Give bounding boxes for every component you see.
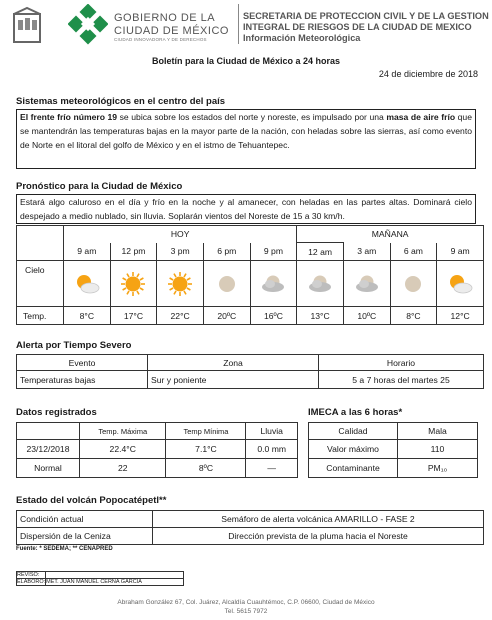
moon-icon	[204, 271, 250, 297]
forecast-title: Pronóstico para la Ciudad de México	[16, 181, 183, 192]
corner-cell	[17, 226, 64, 261]
imeca-quality-value: Mala	[398, 423, 478, 440]
sky-cell	[157, 261, 204, 307]
volcano-ash-value: Dirección prevista de la pluma hacia el Noreste	[153, 528, 484, 545]
secretaria-line-3: Información Meteorológica	[243, 33, 361, 43]
sun-cloud-icon	[437, 271, 483, 297]
sky-cell	[64, 261, 111, 307]
alert-schedule: 5 a 7 horas del martes 25	[319, 371, 484, 389]
systems-title: Sistemas meteorológicos en el centro del país	[16, 96, 226, 107]
sky-cell	[343, 261, 390, 307]
records-date: 23/12/2018	[17, 440, 80, 459]
temp-cell: 22°C	[157, 307, 204, 325]
records-normal-max: 22	[80, 459, 166, 478]
systems-bold-2: masa de aire frío	[386, 112, 456, 122]
bulletin-title: Boletín para la Ciudad de México a 24 horas	[151, 56, 341, 66]
alert-header-schedule: Horario	[319, 355, 484, 371]
signoff-table	[16, 571, 184, 586]
records-title: Datos registrados	[16, 407, 97, 418]
coat-of-arms-icon	[10, 6, 44, 46]
records-section	[16, 407, 306, 478]
moon-icon	[391, 271, 437, 297]
records-header-min: Temp Mínima	[166, 423, 246, 440]
imeca-pollutant-value: PM₁₀	[398, 459, 478, 478]
hour-cell: 9 am	[437, 243, 484, 261]
hour-cell: 6 am	[390, 243, 437, 261]
alert-section	[16, 340, 476, 389]
volcano-source: Fuente: * SEDEMA; ** CENAPRED	[16, 546, 113, 552]
records-header-empty	[17, 423, 80, 440]
sky-cell	[110, 261, 157, 307]
row-label-temp: Temp.	[17, 307, 64, 325]
sun-icon	[157, 271, 203, 297]
volcano-ash-label: Dispersión de la Ceniza	[17, 528, 153, 545]
footer	[0, 598, 492, 616]
bulletin-date: 24 de diciembre de 2018	[378, 69, 478, 79]
alert-header-event: Evento	[17, 355, 148, 371]
temp-cell: 13°C	[297, 307, 344, 325]
volcano-section	[16, 495, 476, 552]
systems-text-2: que se mantendrán las temperaturas bajas en la mayor parte de la nación, con heladas sobre las sierras, así como evento de Norte en el litoral del golfo de México y en el istmo de Tehuantepec.	[20, 112, 472, 150]
alert-title: Alerta por Tiempo Severo	[16, 340, 132, 351]
records-min: 7.1°C	[166, 440, 246, 459]
moon-cloud-icon	[251, 271, 297, 297]
temp-cell: 8°C	[64, 307, 111, 325]
gov-tagline: CIUDAD INNOVADORA Y DE DERECHOS	[114, 37, 207, 42]
temp-cell: 12°C	[437, 307, 484, 325]
volcano-condition-value: Semáforo de alerta volcánica AMARILLO - FASE 2	[153, 511, 484, 528]
forecast-text: Estará algo caluroso en el día y frío en la noche y al amanecer, con heladas en las partes altas. Dominará cielo despejado a medio nublado, sin lluvia. Soplarán vientos del Noreste de 15 a 30 km/h.	[16, 194, 476, 224]
group-manana: MAÑANA	[297, 226, 484, 243]
footer-address: Abraham González 67, Col. Juárez, Alcaldía Cuauhtémoc, C.P. 06600, Ciudad de México	[117, 599, 375, 606]
group-hoy: HOY	[64, 226, 297, 243]
temp-cell: 8°C	[390, 307, 437, 325]
imeca-max-label: Valor máximo	[309, 440, 398, 459]
imeca-max-value: 110	[398, 440, 478, 459]
temp-cell: 16ºC	[250, 307, 297, 325]
systems-text-1: se ubica sobre los estados del norte y noreste, es impulsado por una	[117, 112, 387, 122]
government-logo-block	[8, 2, 238, 48]
moon-cloud-icon	[297, 271, 343, 297]
signoff-reviso-value	[46, 572, 184, 579]
row-label-sky: Cielo	[17, 261, 64, 307]
volcano-title: Estado del volcán Popocatépetl**	[16, 495, 167, 506]
hour-cell: 9 pm	[250, 243, 297, 261]
alert-zone: Sur y poniente	[148, 371, 319, 389]
signoff-reviso: REVISO:	[17, 572, 46, 579]
hour-cell: 9 am	[64, 243, 111, 261]
gov-line-2: CIUDAD DE MÉXICO	[114, 25, 229, 37]
gov-line-1: GOBIERNO DE LA	[114, 12, 216, 24]
hour-cell: 3 am	[343, 243, 390, 261]
temp-cell: 20ºC	[203, 307, 250, 325]
hour-cell: 12 pm	[110, 243, 157, 261]
header-divider	[238, 4, 239, 44]
hour-cell: 6 pm	[203, 243, 250, 261]
alert-table	[16, 354, 484, 389]
signoff-elaboro: ELABORO:	[17, 579, 46, 585]
sky-cell	[390, 261, 437, 307]
volcano-condition-label: Condición actual	[17, 511, 153, 528]
secretaria-line-1: SECRETARIA DE PROTECCION CIVIL Y DE LA GESTION	[243, 11, 489, 21]
sky-cell	[297, 261, 344, 307]
records-header-rain: Lluvia	[246, 423, 298, 440]
imeca-section	[308, 407, 478, 478]
sun-icon	[111, 271, 157, 297]
systems-bold-1: El frente frío número 19	[20, 112, 118, 122]
alert-header-zone: Zona	[148, 355, 319, 371]
records-table	[16, 422, 298, 478]
forecast-section	[16, 181, 476, 325]
imeca-pollutant-label: Contaminante	[309, 459, 398, 478]
systems-section	[16, 96, 476, 169]
sky-row	[17, 261, 484, 307]
hour-cell: 12 am	[297, 243, 344, 261]
cdmx-logo-icon	[68, 4, 108, 48]
secretaria-title	[243, 11, 489, 44]
temp-row	[17, 307, 484, 325]
records-rain: 0.0 mm	[246, 440, 298, 459]
footer-phone: Tel. 5615 7972	[224, 608, 268, 615]
forecast-table	[16, 225, 484, 325]
imeca-table	[308, 422, 478, 478]
moon-cloud-icon	[344, 271, 390, 297]
records-normal-rain: —	[246, 459, 298, 478]
records-max: 22.4°C	[80, 440, 166, 459]
temp-cell: 10ºC	[343, 307, 390, 325]
alert-event: Temperaturas bajas	[17, 371, 148, 389]
sky-cell	[437, 261, 484, 307]
sun-cloud-icon	[64, 271, 110, 297]
records-normal-label: Normal	[17, 459, 80, 478]
signoff-name: MET. JUAN MANUEL CERNA GARCIA	[46, 579, 184, 586]
volcano-table	[16, 510, 484, 545]
imeca-title: IMECA a las 6 horas*	[308, 407, 403, 418]
hour-cell: 3 pm	[157, 243, 204, 261]
sky-cell	[203, 261, 250, 307]
temp-cell: 17°C	[110, 307, 157, 325]
sky-cell	[250, 261, 297, 307]
secretaria-line-2: INTEGRAL DE RIESGOS DE LA CIUDAD DE MEXICO	[243, 22, 472, 32]
systems-text	[16, 109, 476, 169]
hours-row	[17, 243, 484, 261]
imeca-quality-label: Calidad	[309, 423, 398, 440]
records-normal-min: 8ºC	[166, 459, 246, 478]
records-header-max: Temp. Máxima	[80, 423, 166, 440]
